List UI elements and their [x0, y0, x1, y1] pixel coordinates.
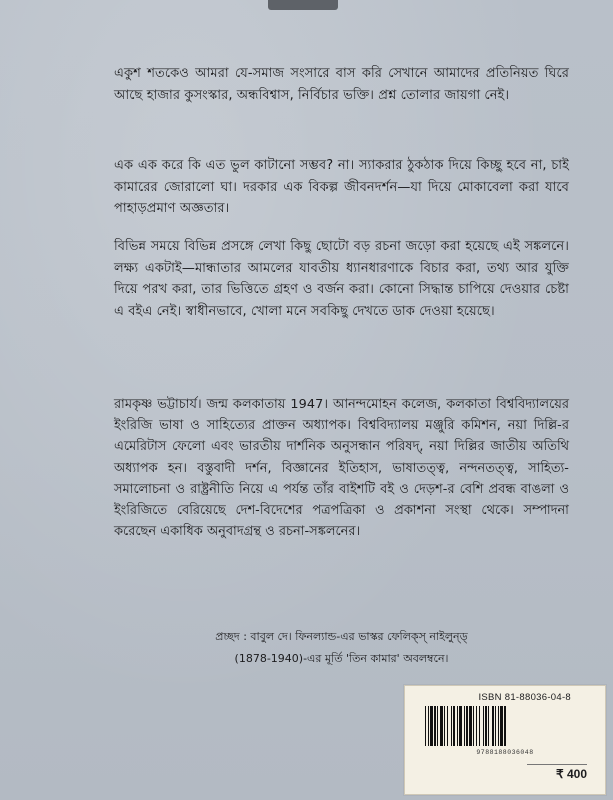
barcode-bar	[473, 706, 474, 746]
barcode-sticker	[404, 685, 606, 795]
barcode-bar	[437, 706, 438, 746]
blurb-paragraph-3: বিভিন্ন সময়ে বিভিন্ন প্রসঙ্গে লেখা কিছু ছোটো বড় রচনা জড়ো করা হয়েছে এই সঙ্কলনে। লক্ষ্য একটাই—মান্ধাতার আমলের যাবতীয় ধ্যানধারণাকে বিচার করা, তথ্য আর যুক্তি দিয়ে পরখ করা, তার ভিত্তিতে গ্রহণ ও বর্জন করা। কোনো সিদ্ধান্ত চাপিয়ে দেওয়ার চেষ্টা এ বইএ নেই। স্বাধীনভাবে, খোলা মনে সবকিছু দেখতে ডাক দেওয়া হয়েছে।	[114, 239, 569, 319]
barcode-bar	[451, 706, 452, 746]
barcode-bar	[430, 706, 433, 746]
barcode-bar	[434, 706, 436, 746]
barcode-icon	[423, 706, 587, 746]
barcode-bar	[453, 706, 455, 746]
cover-credit-line-1: প্রচ্ছদ : বাবুল দে। ফিনল্যান্ড-এর ভাস্কর ফেলিক্স্ নাইলুন্ড্	[215, 630, 468, 643]
barcode-bar	[483, 706, 484, 746]
barcode-bar	[500, 706, 503, 746]
barcode-bar	[425, 706, 426, 746]
cover-top-tab	[268, 0, 338, 10]
barcode-bar	[447, 706, 448, 746]
author-bio: রামকৃষ্ণ ভট্টাচার্য। জন্ম কলকাতায় 1947। আনন্দমোহন কলেজ, কলকাতা বিশ্ববিদ্যালয়ের ইংরিজি ভাষা ও সাহিত্যের প্রাক্তন অধ্যাপক। বিশ্ববিদ্যালয় মঞ্জুরি কমিশন, নয়া দিল্লি-র এমেরিটাস ফেলো এবং ভারতীয় দার্শনিক অনুসন্ধান পরিষদ্, নয়া দিল্লির জাতীয় অতিথি অধ্যাপক হন। বস্তুবাদী দর্শন, বিজ্ঞানের ইতিহাস, ভাষাতত্ত্ব, নন্দনতত্ত্ব, সাহিত্য-সমালোচনা ও রাষ্ট্রনীতি নিয়ে এ পর্যন্ত তাঁর বাইশটি বই ও দেড়শ-র বেশি প্রবন্ধ বাঙলা ও ইংরিজিতে বেরিয়েছে দেশ-বিদেশের পত্রপত্রিকা ও প্রকাশনা সংস্থা থেকে। সম্পাদনা করেছেন একাধিক অনুবাদগ্রন্থ ও রচনা-সঙ্কলনের।	[114, 397, 569, 540]
barcode-bar	[488, 706, 489, 746]
barcode-bar	[428, 706, 429, 746]
barcode-bar	[444, 706, 445, 746]
barcode-bar	[485, 706, 487, 746]
barcode-bar	[459, 706, 462, 746]
blurb-paragraph-1: একুশ শতকেও আমরা যে-সমাজ সংসারে বাস করি সেখানে আমাদের প্রতিনিয়ত ঘিরে আছে হাজার কুসংস্কার, অন্ধবিশ্বাস, নির্বিচার ভক্তি। প্রশ্ন তোলার জায়গা নেই।	[114, 66, 569, 103]
barcode-bar	[469, 706, 472, 746]
barcode-bar	[492, 706, 494, 746]
barcode-bar	[495, 706, 496, 746]
cover-credit	[114, 626, 569, 670]
blurb-paragraph-2: এক এক করে কি এত ভুল কাটানো সম্ভব? না। স্যাকরার ঠুকঠাক দিয়ে কিচ্ছু হবে না, চাই কামারের জোরালো ঘা। দরকার এক বিকল্প জীবনদর্শন—যা দিয়ে মোকাবেলা করা যাবে পাহাড়প্রমাণ অজ্ঞতার।	[114, 158, 569, 216]
barcode-bar	[476, 706, 477, 746]
barcode-bar	[464, 706, 465, 746]
price-label: ₹ 400	[527, 764, 587, 781]
barcode-bar	[498, 706, 499, 746]
barcode-bar	[479, 706, 480, 746]
barcode-bar	[466, 706, 468, 746]
barcode-bar	[504, 706, 506, 746]
barcode-digits: 9788188036048	[476, 749, 534, 756]
isbn-label: ISBN 81-88036-04-8	[478, 692, 571, 703]
cover-credit-line-2: (1878-1940)-এর মূর্তি 'তিন কামার' অবলম্বনে।	[234, 652, 449, 665]
barcode-bar	[440, 706, 443, 746]
barcode-bar	[457, 706, 458, 746]
